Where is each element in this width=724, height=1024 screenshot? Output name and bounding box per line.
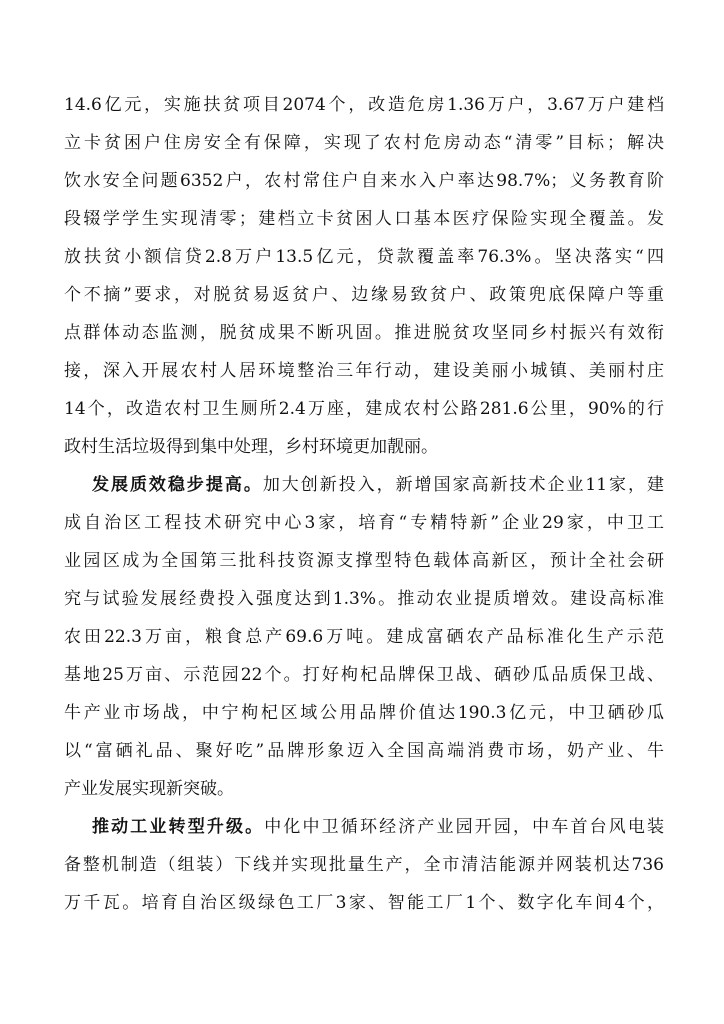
text-line: 产业发展实现新突破。	[64, 779, 234, 799]
text-line: 基地25万亩、示范园22个。打好枸杞品牌保卫战、硒砂瓜品质保卫战、	[64, 665, 664, 685]
text-segment: 中化中卫循环经济产业园开园，中车首台风电装	[264, 817, 664, 837]
text-line: 业园区成为全国第三批科技资源支撑型特色载体高新区，预计全社会研	[64, 551, 664, 571]
paragraph-poverty-alleviation	[64, 86, 664, 466]
text-line: 政村生活垃圾得到集中处理，乡村环境更加靓丽。	[64, 437, 438, 457]
paragraph-development-quality	[64, 466, 664, 808]
document-body	[64, 86, 664, 922]
text-line: 牛产业市场战，中宁枸杞区域公用品牌价值达190.3亿元，中卫硒砂瓜	[64, 703, 664, 723]
paragraph-heading: 推动工业转型升级。	[92, 817, 265, 837]
text-line: 备整机制造（组装）下线并实现批量生产，全市清洁能源并网装机达736	[64, 855, 664, 875]
text-line: 段辍学学生实现清零；建档立卡贫困人口基本医疗保险实现全覆盖。发	[64, 209, 664, 229]
text-line: 个不摘”要求，对脱贫易返贫户、边缘易致贫户、政策兜底保障户等重	[64, 285, 664, 305]
text-line: 接，深入开展农村人居环境整治三年行动，建设美丽小城镇、美丽村庄	[64, 361, 664, 381]
text-line: 以“富硒礼品、聚好吃”品牌形象迈入全国高端消费市场，奶产业、牛	[64, 741, 664, 761]
text-line	[64, 466, 664, 504]
paragraph-heading: 发展质效稳步提高。	[92, 475, 263, 495]
text-line: 饮水安全问题6352户，农村常住户自来水入户率达98.7%；义务教育阶	[64, 171, 664, 191]
text-line: 14.6亿元，实施扶贫项目2074个，改造危房1.36万户，3.67万户建档	[64, 95, 664, 115]
paragraph-industrial-upgrade	[64, 808, 664, 922]
text-line	[64, 808, 664, 846]
text-line: 点群体动态监测，脱贫成果不断巩固。推进脱贫攻坚同乡村振兴有效衔	[64, 323, 664, 343]
text-line: 万千瓦。培育自治区级绿色工厂3家、智能工厂1个、数字化车间4个，	[64, 893, 664, 913]
text-line: 农田22.3万亩，粮食总产69.6万吨。建成富硒农产品标准化生产示范	[64, 627, 664, 647]
text-line: 立卡贫困户住房安全有保障，实现了农村危房动态“清零”目标；解决	[64, 133, 664, 153]
text-line: 成自治区工程技术研究中心3家，培育“专精特新”企业29家，中卫工	[64, 513, 664, 533]
text-line: 究与试验发展经费投入强度达到1.3%。推动农业提质增效。建设高标准	[64, 589, 664, 609]
text-segment: 加大创新投入，新增国家高新技术企业11家，建	[262, 475, 664, 495]
text-line: 放扶贫小额信贷2.8万户13.5亿元，贷款覆盖率76.3%。坚决落实“四	[64, 247, 664, 267]
text-line: 14个，改造农村卫生厕所2.4万座，建成农村公路281.6公里，90%的行	[64, 399, 664, 419]
